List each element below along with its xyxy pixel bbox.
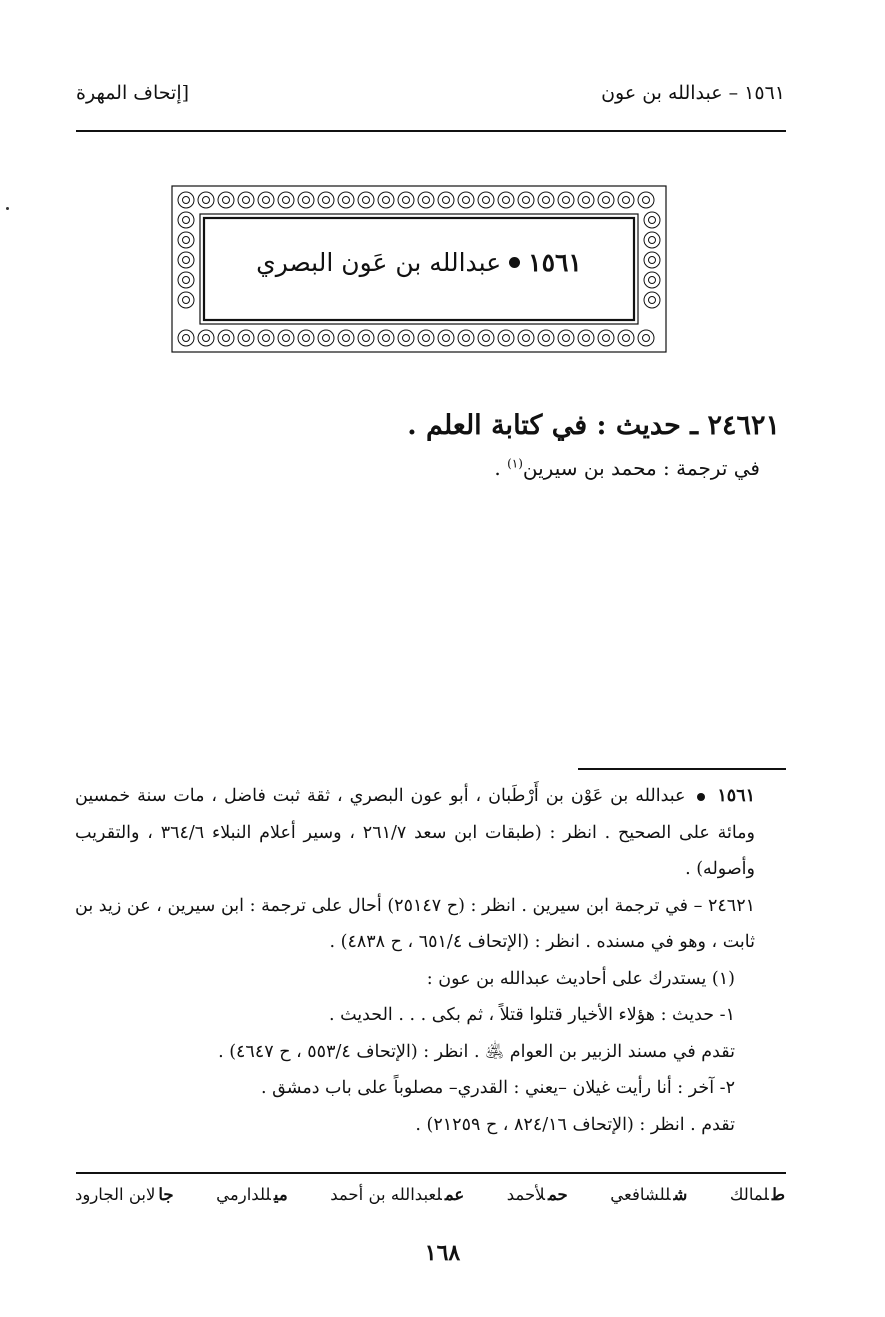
bullet-icon xyxy=(697,793,705,801)
hadith-number: ٢٤٦٢١ xyxy=(707,410,780,441)
abbreviation-item: ميللدارمي xyxy=(216,1185,288,1204)
abbreviation-item: جالابن الجارود xyxy=(75,1185,174,1204)
bullet-icon xyxy=(509,257,520,268)
footnote-addendum-intro: (١) يستدرك على أحاديث عبدالله بن عون : xyxy=(426,968,735,989)
biography-name: عبدالله بن عَون البصري xyxy=(256,247,502,277)
reference-text: في ترجمة : محمد بن سيرين xyxy=(522,456,760,480)
footnote-addendum-item-2: ٢- آخر : أنا رأيت غيلان –يعني : القدري– مصلوباً على باب دمشق . xyxy=(260,1078,735,1098)
reference-end: . xyxy=(494,456,508,480)
footnote-marker[interactable]: (١) xyxy=(507,456,523,471)
footnote-biography-number: ١٥٦١ xyxy=(717,786,755,806)
page-number: ١٦٨ xyxy=(424,1240,461,1266)
biography-number: ١٥٦١ xyxy=(528,247,582,277)
footnote-biography xyxy=(75,778,785,888)
hadith-entry-heading xyxy=(407,410,780,441)
header-book-title: [إتحاف المهرة xyxy=(76,82,190,104)
hadith-title: ـ حديث : في كتابة العلم . xyxy=(407,410,699,441)
footnote-biography-text: عبدالله بن عَوْن بن أَرْطَبان ، أبو عون البصري ، ثقة ثبت فاضل ، مات سنة خمسين ومائة على الصحيح . انظر : (طبقات ابن سعد ٢٦١/٧ ، وسير أعلام النبلاء ٣٦٤/٦ ، والتقريب وأصوله) . xyxy=(75,786,755,879)
ornamental-title-frame xyxy=(170,184,668,354)
footnote-addendum-ref-1: تقدم في مسند الزبير بن العوام ﵁ . انظر : (الإتحاف ٥٥٣/٤ ، ح ٤٦٤٧) . xyxy=(218,1041,735,1062)
running-header xyxy=(76,82,785,122)
footnote-addendum-item-1: ١- حديث : هؤلاء الأخيار قتلوا قتلاً ، ثم بكى . . . الحديث . xyxy=(328,1005,735,1025)
abbreviation-rule xyxy=(76,1172,786,1174)
margin-speck xyxy=(6,207,9,210)
abbreviation-item: عملعبدالله بن أحمد xyxy=(330,1185,465,1204)
abbreviation-item: شللشافعي xyxy=(610,1185,688,1204)
footnote-separator xyxy=(578,768,786,770)
abbreviation-item: حملأحمد xyxy=(506,1185,568,1204)
header-chapter-title: ١٥٦١ – عبدالله بن عون xyxy=(601,82,785,104)
footnotes-block xyxy=(75,778,785,1143)
hadith-entry-reference xyxy=(494,456,760,480)
header-rule xyxy=(76,130,786,132)
footnote-hadith: ٢٤٦٢١ – في ترجمة ابن سيرين . انظر : (ح ٢٥١٤٧) أحال على ترجمة : ابن سيرين ، عن زيد بن ثابت ، وهو في مسنده . انظر : (الإتحاف ٦٥١/٤ ، ح ٤٨٣٨) . xyxy=(75,895,755,952)
biography-heading xyxy=(204,224,634,300)
abbreviation-key xyxy=(75,1185,785,1204)
footnote-addendum-ref-2: تقدم . انظر : (الإتحاف ٨٢٤/١٦ ، ح ٢١٢٥٩) . xyxy=(415,1114,735,1135)
abbreviation-item: طلمالك xyxy=(729,1185,785,1204)
